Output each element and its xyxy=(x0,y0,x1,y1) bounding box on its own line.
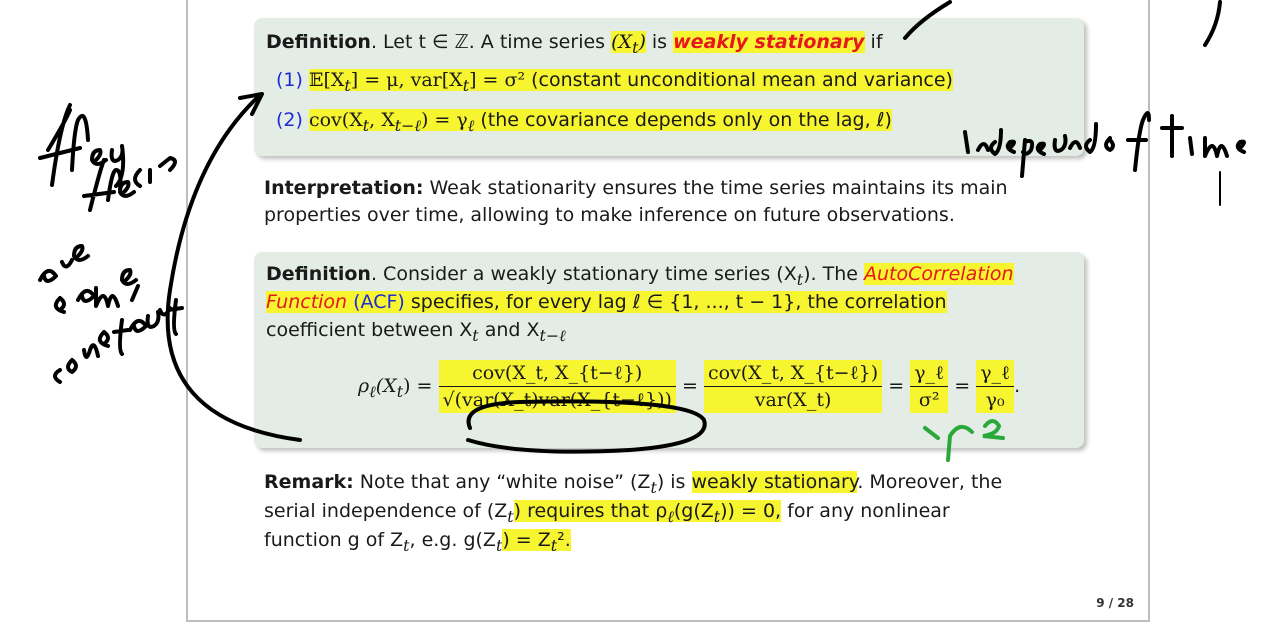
def2-line1: Definition. Consider a weakly stationary time series $(X_t)$. The AutoCorrelation xyxy=(266,263,1014,289)
def1-line1 xyxy=(266,30,883,60)
def2-term: AutoCorrelation xyxy=(863,263,1014,285)
def1-item2-num: (2) xyxy=(276,109,303,131)
acf-fraction-4: $\frac{\text{γ\_ℓ}}{\text{γ₀}}$ xyxy=(976,360,1014,413)
remark-example-highlight: ) = $Z_t^2$. xyxy=(502,529,571,555)
acf-formula: $\rho_\ell(X_t)$ = $\frac{\text{cov(X\_t, X\_\{t−ℓ\})}}{\text{√(var(X\_t)var(X\_\{t−ℓ\}))}}$ = $\frac{\text{cov(X\_t, X\_\{t−ℓ\})}}{\text{var(X\_t)}}$ = $\frac{\text{γ\_ℓ}}{\text{σ²}}$ = $\frac{\text{γ\_ℓ}}{\text{γ₀}}$ . xyxy=(358,362,1021,411)
def1-term: weakly stationary xyxy=(673,31,865,53)
remark-label: Remark: xyxy=(264,471,354,493)
def1-heading: Definition xyxy=(266,31,371,53)
def1-series: $(X_t)$ xyxy=(611,31,646,57)
interpretation-line1: Interpretation: Weak stationarity ensures the time series maintains its main xyxy=(264,177,1008,199)
def1-item1-highlight: $𝔼[X_t] = \mu$, $var[X_t] = \sigma^2$ (constant unconditional mean and variance) xyxy=(308,69,953,95)
def2-line2-highlight: Function (ACF) specifies, for every lag ℓ ∈ {1, ..., t − 1}, the correlation xyxy=(266,291,947,313)
def2-line3: coefficient between $X_t$ and $X_{t-\ell}$ xyxy=(266,319,566,345)
interpretation-line2: properties over time, allowing to make inference on future observations. xyxy=(264,204,955,226)
acf-fraction-1: $\frac{\text{cov(X\_t, X\_\{t−ℓ\})}}{\text{√(var(X\_t)var(X\_\{t−ℓ\}))}}$ xyxy=(439,360,676,413)
remark-weakly-stationary: weakly stationary xyxy=(691,471,858,493)
ink-stroke-top-right xyxy=(1205,2,1220,45)
def2-line2 xyxy=(266,290,947,314)
def1-item2 xyxy=(276,108,892,138)
acf-fraction-2: $\frac{\text{cov(X\_t, X\_\{t−ℓ\})}}{\text{var(X\_t)}}$ xyxy=(704,360,882,413)
slide xyxy=(186,0,1150,622)
remark-serial-independence: ) requires that $\rho_\ell(g(Z_t)) = 0$, xyxy=(513,500,782,526)
remark-line2: serial independence of $(Z_t)$ requires that $\rho_\ell(g(Z_t)) = 0$, for any nonlinear xyxy=(264,500,950,526)
page-number: 9 / 28 xyxy=(1096,596,1134,610)
def1-item1-num: (1) xyxy=(276,69,303,91)
acf-fraction-3: $\frac{\text{γ\_ℓ}}{\text{σ²}}$ xyxy=(910,360,948,413)
interpretation-label: Interpretation: xyxy=(264,177,424,199)
def1-item1 xyxy=(276,68,953,98)
remark-line3: function g of $Z_t$, e.g. $g(Z_t) = Z_t^2$. xyxy=(264,529,571,555)
ink-they-are-the-same xyxy=(40,105,182,382)
remark-line1: Remark: Note that any “white noise” $(Z_t)$ is weakly stationary. Moreover, the xyxy=(264,471,1003,497)
def1-is: is xyxy=(645,31,674,53)
def1-item2-highlight: $cov(X_t$, $X_{t-\ell}) = \gamma_\ell$ (the covariance depends only on the lag, ℓ) xyxy=(308,109,892,135)
def1-if: if xyxy=(864,31,883,53)
def1-intro: . Let t ∈ ℤ. A time series xyxy=(370,31,612,53)
def2-heading: Definition xyxy=(266,263,371,285)
